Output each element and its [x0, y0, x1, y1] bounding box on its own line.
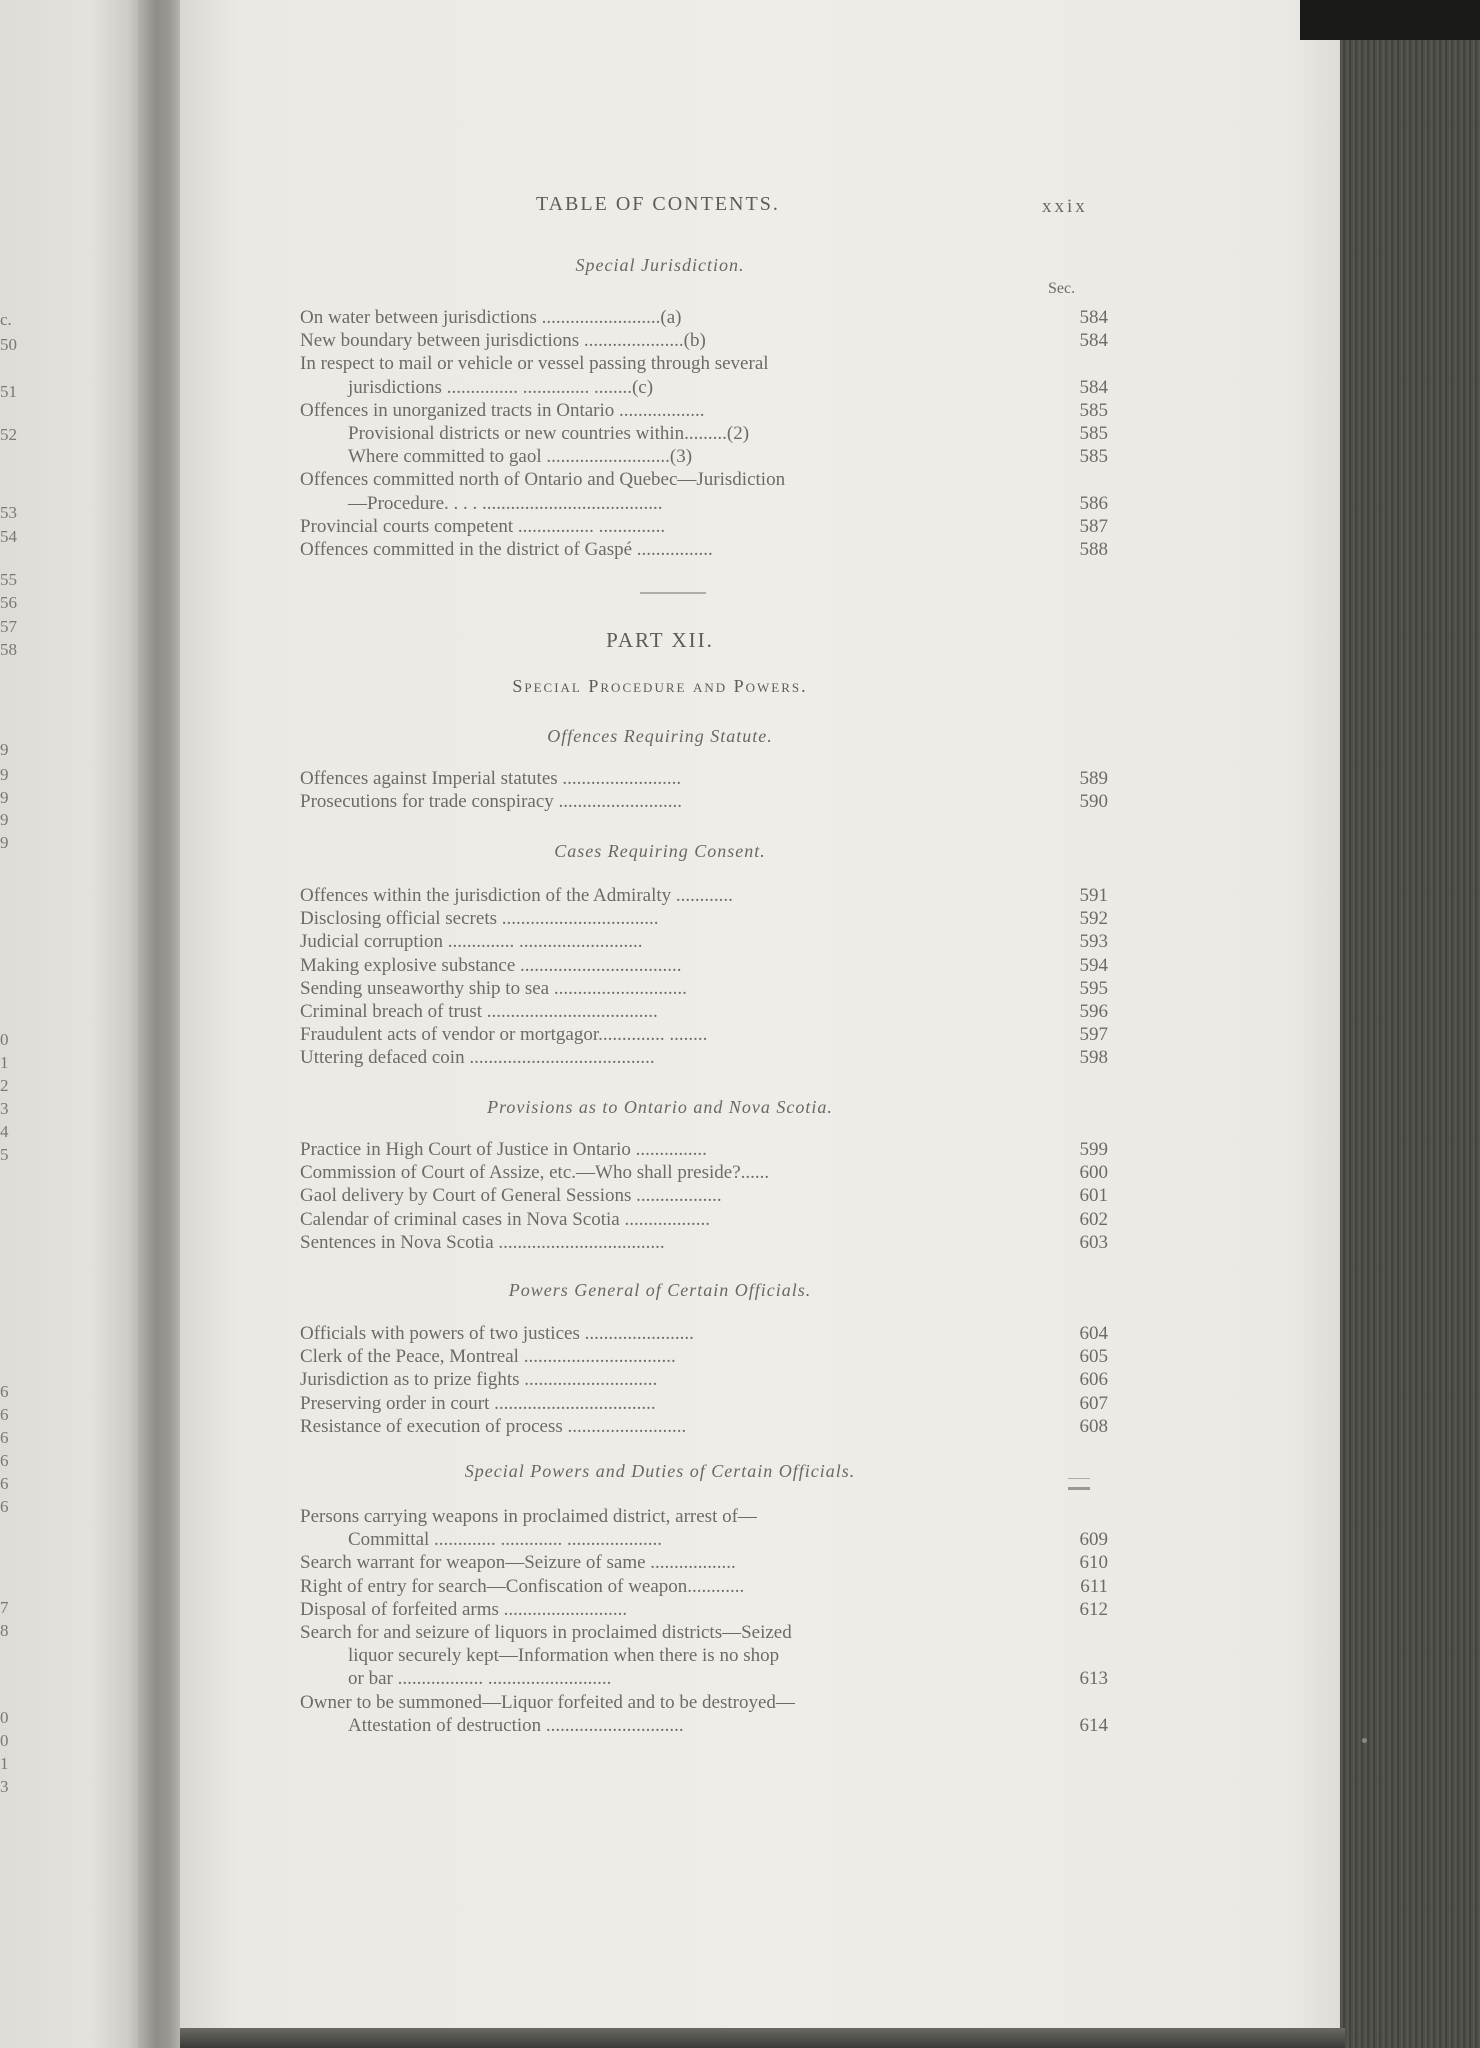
toc-entry-section-number: 584	[1079, 307, 1108, 328]
left-page-fragments	[0, 0, 20, 2048]
toc-entry-section-number: 607	[1079, 1392, 1108, 1414]
left-page-fragment: 3	[0, 1099, 9, 1118]
running-title: TABLE OF CONTENTS.	[536, 193, 780, 215]
left-page-fragment: 57	[0, 617, 17, 636]
toc-entry-section-number: 613	[1079, 1668, 1108, 1690]
toc-entry-text: Offences committed north of Ontario and Quebec—Jurisdiction	[300, 469, 786, 491]
toc-entry-section-number: 589	[1079, 768, 1108, 789]
toc-entry-text: Officials with powers of two justices .......................	[300, 1323, 694, 1344]
left-page-fragment: 1	[0, 1053, 9, 1072]
toc-entry-section-number: 595	[1079, 977, 1108, 999]
toc-entry-section-number: 588	[1079, 539, 1108, 560]
toc-entry-text: Offences committed in the district of Gaspé ................	[300, 539, 713, 560]
left-page-fragment: 7	[0, 1598, 9, 1617]
left-page-fragment: 6	[0, 1497, 9, 1516]
left-page-fragment: 6	[0, 1451, 9, 1470]
toc-entry-text: Where committed to gaol ..........................(3)	[348, 446, 693, 468]
toc-entry-section-number: 598	[1079, 1047, 1108, 1069]
left-page-fragment: 8	[0, 1621, 9, 1640]
left-page-fragment: 6	[0, 1382, 9, 1401]
toc-entry-section-number: 602	[1079, 1208, 1108, 1230]
toc-entry-section-number: 614	[1079, 1714, 1108, 1736]
toc-entry-section-number: 586	[1079, 492, 1108, 514]
toc-entry-text: Clerk of the Peace, Montreal ................................	[300, 1346, 676, 1368]
left-page-fragment: 0	[0, 1708, 9, 1727]
toc-entry-text: Sentences in Nova Scotia ...................................	[300, 1231, 665, 1253]
section-divider	[640, 592, 706, 594]
left-page-fragment: 3	[0, 1777, 9, 1796]
toc-entry-section-number: 597	[1079, 1024, 1108, 1046]
toc-entry-text: In respect to mail or vehicle or vessel passing through several	[300, 353, 769, 375]
toc-entry-text: Making explosive substance ..................................	[300, 954, 682, 976]
toc-entry	[300, 1415, 1108, 1444]
toc-entry-text: Gaol delivery by Court of General Sessions ..................	[300, 1185, 722, 1207]
part-title: PART XII.	[606, 628, 714, 652]
left-page-fragment: 6	[0, 1405, 9, 1424]
book-top-edge	[1300, 0, 1480, 40]
toc-entry-section-number: 593	[1079, 931, 1108, 953]
toc-entry-text: Prosecutions for trade conspiracy ..........................	[300, 791, 683, 813]
toc-entry-section-number: 599	[1079, 1139, 1108, 1160]
left-page-fragment: c.	[0, 310, 12, 329]
toc-entry-text: New boundary between jurisdictions .....................(b)	[300, 330, 706, 352]
sec-column-label: Sec.	[1048, 280, 1076, 297]
page-edges	[1340, 0, 1480, 2048]
toc-entry-text: Persons carrying weapons in proclaimed district, arrest of—	[300, 1506, 757, 1527]
section-title: Cases Requiring Consent.	[554, 841, 766, 861]
section-title: Provisions as to Ontario and Nova Scotia.	[487, 1097, 833, 1117]
page-speck	[1362, 1738, 1367, 1743]
toc-entry-text: Offences in unorganized tracts in Ontario ..................	[300, 399, 705, 421]
toc-entry-section-number: 587	[1079, 515, 1108, 537]
toc-entry-text: Jurisdiction as to prize fights ............................	[300, 1369, 658, 1391]
toc-entry-text: Judicial corruption .............. ..........................	[300, 931, 643, 953]
left-page-fragment: 5	[0, 1145, 9, 1164]
toc-entry-section-number: 610	[1079, 1552, 1108, 1574]
toc-entry	[300, 790, 1108, 819]
toc-entry-text: Right of entry for search—Confiscation of weapon............	[300, 1575, 745, 1597]
toc-entry	[300, 1714, 1108, 1743]
section-title: Special Powers and Duties of Certain Officials.	[464, 1461, 856, 1481]
toc-entry-text: Preserving order in court ..................................	[300, 1392, 656, 1414]
toc-entry-text: Commission of Court of Assize, etc.—Who shall preside?......	[300, 1162, 770, 1184]
left-page-fragment: 9	[0, 765, 9, 784]
toc-entry-section-number: 584	[1079, 330, 1108, 352]
toc-entry-section-number: 612	[1079, 1598, 1108, 1620]
toc-entry-section-number: 585	[1079, 446, 1108, 468]
left-page-fragment: 52	[0, 425, 17, 444]
toc-entry	[300, 1046, 1108, 1075]
left-page-fragment: 51	[0, 382, 17, 401]
toc-entry-section-number: 585	[1079, 399, 1108, 421]
toc-entry-text: Offences against Imperial statutes .........................	[300, 768, 682, 789]
left-page-fragment: 6	[0, 1474, 9, 1493]
toc-entry-section-number: 592	[1079, 908, 1108, 930]
toc-entry-section-number: 596	[1079, 1001, 1108, 1022]
toc-entry-text: Committal ............. ............. ....................	[348, 1529, 663, 1551]
toc-entry-text: Sending unseaworthy ship to sea ............................	[300, 977, 687, 999]
toc-entry-section-number: 585	[1079, 423, 1108, 444]
toc-entry-text: Disclosing official secrets .................................	[300, 908, 659, 930]
left-page-fragment: 58	[0, 640, 17, 659]
left-page-fragment: 1	[0, 1754, 9, 1773]
toc-entry-text: Practice in High Court of Justice in Ontario ...............	[300, 1139, 707, 1160]
toc-entry-section-number: 606	[1079, 1369, 1108, 1391]
toc-entry	[300, 538, 1108, 567]
toc-entry-text: Provincial courts competent ................ ..............	[300, 515, 666, 537]
left-page-fragment: 9	[0, 833, 9, 852]
section-title: Special Jurisdiction.	[575, 255, 745, 275]
left-page-fragment: 9	[0, 740, 9, 759]
toc-entry-text: Criminal breach of trust ....................................	[300, 1001, 658, 1022]
left-page-fragment: 9	[0, 788, 9, 807]
page-number: xxix	[1042, 196, 1088, 217]
toc-entry-text: On water between jurisdictions .........................(a)	[300, 307, 682, 328]
toc-entry-text: Fraudulent acts of vendor or mortgagor.............. ........	[300, 1024, 708, 1046]
toc-entry-section-number: 600	[1079, 1162, 1108, 1184]
toc-entry-text: Calendar of criminal cases in Nova Scotia ..................	[300, 1208, 710, 1230]
toc-entry-section-number: 603	[1079, 1231, 1108, 1253]
page-content	[300, 0, 1108, 2030]
toc-entry-section-number: 601	[1079, 1185, 1108, 1207]
toc-entry-text: jurisdictions ............... .............. ........(c)	[348, 376, 654, 398]
toc-entry	[300, 1231, 1108, 1260]
toc-entry-text: Uttering defaced coin .......................................	[300, 1047, 655, 1069]
left-page-fragment: 55	[0, 570, 17, 589]
toc-entry-section-number: 605	[1079, 1346, 1108, 1368]
toc-entry-section-number: 604	[1079, 1323, 1108, 1344]
toc-entry-section-number: 584	[1079, 376, 1108, 398]
left-page	[0, 0, 150, 2048]
part-subtitle: Special Procedure and Powers.	[512, 676, 808, 696]
left-page-fragment: 4	[0, 1122, 9, 1141]
toc-entry-text: —Procedure. . . . ......................................	[348, 492, 663, 514]
toc-entry-text: Search warrant for weapon—Seizure of same ..................	[300, 1552, 736, 1574]
left-page-fragment: 54	[0, 527, 17, 546]
toc-entry-section-number: 591	[1079, 885, 1108, 906]
toc-entry-text: Attestation of destruction .............................	[348, 1714, 684, 1736]
left-page-fragment: 9	[0, 810, 9, 829]
toc-entry-text: or bar .................. ..........................	[348, 1668, 612, 1690]
left-page-fragment: 6	[0, 1428, 9, 1447]
book-bottom-edge	[180, 2028, 1345, 2048]
toc-entry-text: Owner to be summoned—Liquor forfeited and to be destroyed—	[300, 1691, 795, 1713]
toc-entry-text: Disposal of forfeited arms ..........................	[300, 1598, 628, 1620]
section-title: Powers General of Certain Officials.	[508, 1280, 812, 1300]
left-page-fragment: 50	[0, 335, 17, 354]
toc-entry-section-number: 590	[1079, 791, 1108, 813]
margin-mark	[1068, 1478, 1090, 1490]
left-page-fragment: 56	[0, 593, 17, 612]
toc-entry-text: liquor securely kept—Information when there is no shop	[348, 1645, 780, 1667]
left-page-fragment: 53	[0, 503, 17, 522]
toc-entry-section-number: 611	[1080, 1575, 1108, 1597]
toc-entry-section-number: 594	[1079, 954, 1108, 976]
left-page-fragment: 0	[0, 1030, 9, 1049]
section-title: Offences Requiring Statute.	[547, 726, 773, 746]
toc-entry-text: Offences within the jurisdiction of the Admiralty ............	[300, 885, 733, 906]
left-page-fragment: 2	[0, 1076, 9, 1095]
toc-entry-text: Resistance of execution of process .........................	[300, 1415, 687, 1437]
toc-entry-section-number: 609	[1079, 1529, 1108, 1551]
toc-entry-text: Search for and seizure of liquors in proclaimed districts—Seized	[300, 1622, 792, 1643]
toc-entry-section-number: 608	[1079, 1415, 1108, 1437]
left-page-fragment: 0	[0, 1731, 9, 1750]
toc-entry-text: Provisional districts or new countries within.........(2)	[348, 423, 750, 444]
